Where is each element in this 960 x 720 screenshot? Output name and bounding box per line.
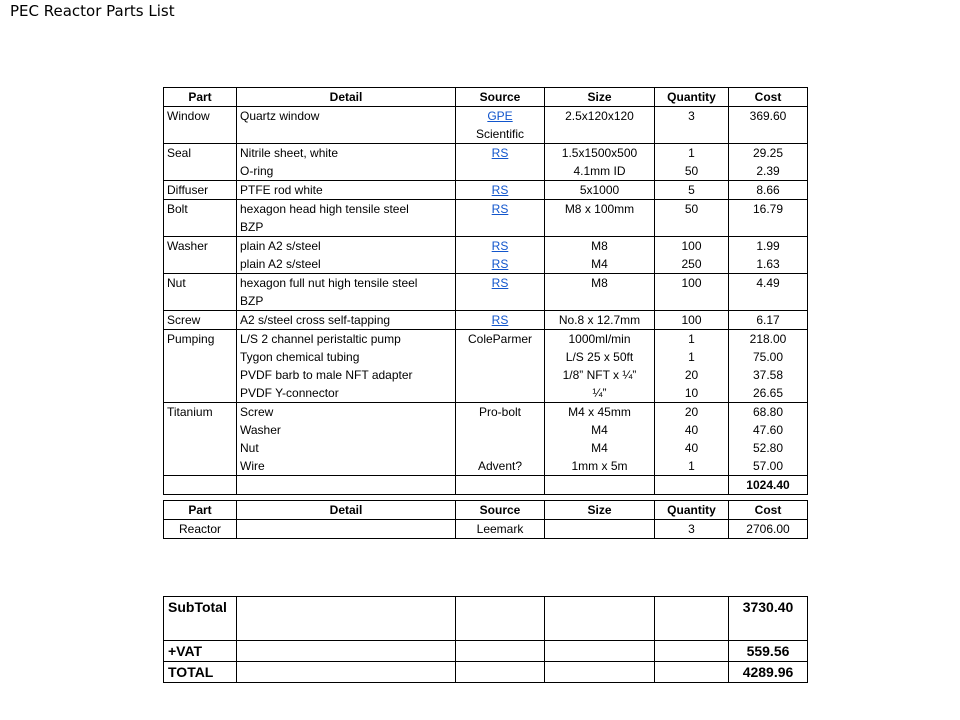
detail-line: hexagon full nut high tensile steel — [240, 276, 418, 290]
cost-line: 4.49 — [756, 276, 780, 290]
quantity-line: 1 — [688, 146, 695, 160]
quantity-line: 3 — [688, 109, 695, 123]
quantity-line: 1 — [688, 459, 695, 473]
source-extra: Scientific — [475, 127, 525, 141]
vat-row — [164, 641, 808, 662]
subtotal-label: SubTotal — [164, 597, 237, 641]
header-cost: Cost — [729, 501, 808, 520]
quantity-cell — [655, 144, 729, 181]
header-size: Size — [545, 501, 655, 520]
table-row — [164, 274, 808, 311]
detail-cell — [237, 311, 456, 330]
cost-line: 52.80 — [752, 441, 784, 455]
size-line: 4.1mm ID — [573, 164, 626, 178]
cost-line: 16.79 — [752, 202, 784, 216]
detail-line: L/S 2 channel peristaltic pump — [240, 332, 401, 346]
detail-cell — [237, 330, 456, 403]
source-cell — [456, 144, 545, 181]
header-quantity: Quantity — [655, 88, 729, 107]
part-cell: Screw — [164, 311, 237, 330]
cost-line: 6.17 — [756, 313, 780, 327]
size-cell — [545, 274, 655, 311]
quantity-line: 100 — [681, 276, 702, 290]
size-cell — [545, 330, 655, 403]
cost-line: 29.25 — [752, 146, 784, 160]
size-line: M8 x 100mm — [564, 202, 635, 216]
source-cell — [456, 181, 545, 200]
quantity-cell — [655, 107, 729, 144]
quantity-line: 100 — [681, 313, 702, 327]
cost-line: 1.63 — [756, 257, 780, 271]
quantity-line: 1 — [688, 350, 695, 364]
quantity-cell — [655, 181, 729, 200]
size-line: M4 — [591, 257, 608, 271]
reactor-detail — [237, 520, 456, 539]
detail-line: Tygon chemical tubing — [240, 350, 360, 364]
total-value: 4289.96 — [729, 662, 808, 683]
parts-total-value: 1024.40 — [729, 476, 808, 495]
quantity-cell — [655, 274, 729, 311]
size-line: M4 — [591, 423, 608, 437]
source-cell — [456, 200, 545, 237]
header-source: Source — [456, 88, 545, 107]
detail-cell — [237, 274, 456, 311]
detail-line: hexagon head high tensile steel — [240, 202, 409, 216]
source-link[interactable]: RS — [491, 146, 509, 160]
detail-line: BZP — [240, 220, 264, 234]
part-cell: Diffuser — [164, 181, 237, 200]
size-line: ¼” — [592, 386, 607, 400]
source-link[interactable]: RS — [491, 257, 509, 271]
source-link[interactable]: RS — [491, 239, 509, 253]
reactor-quantity: 3 — [655, 520, 729, 539]
size-line: M8 — [591, 239, 608, 253]
cost-line: 68.80 — [752, 405, 784, 419]
detail-line: BZP — [240, 294, 264, 308]
table-row — [164, 107, 808, 144]
detail-line: plain A2 s/steel — [240, 239, 321, 253]
source-cell — [456, 237, 545, 274]
size-cell — [545, 237, 655, 274]
detail-cell — [237, 200, 456, 237]
quantity-cell — [655, 311, 729, 330]
table-row — [164, 311, 808, 330]
cost-cell — [729, 144, 808, 181]
detail-line: Wire — [240, 459, 265, 473]
size-line: M8 — [591, 276, 608, 290]
cost-cell — [729, 107, 808, 144]
detail-line: Nitrile sheet, white — [240, 146, 339, 160]
quantity-cell — [655, 403, 729, 476]
detail-cell — [237, 181, 456, 200]
parts-table — [163, 87, 808, 495]
size-line: M4 x 45mm — [568, 405, 631, 419]
source-cell — [456, 274, 545, 311]
quantity-line: 1 — [688, 332, 695, 346]
quantity-line: 50 — [684, 164, 699, 178]
cost-line: 26.65 — [752, 386, 784, 400]
quantity-line: 50 — [684, 202, 699, 216]
cost-line: 47.60 — [752, 423, 784, 437]
size-cell — [545, 403, 655, 476]
table-row — [164, 403, 808, 476]
cost-cell — [729, 237, 808, 274]
cost-cell — [729, 403, 808, 476]
source-text: Pro-bolt — [478, 405, 522, 419]
size-cell — [545, 107, 655, 144]
detail-line: plain A2 s/steel — [240, 257, 321, 271]
cost-line: 218.00 — [749, 332, 787, 346]
part-cell: Titanium — [164, 403, 237, 476]
total-label: TOTAL — [164, 662, 237, 683]
cost-cell — [729, 200, 808, 237]
cost-line: 1.99 — [756, 239, 780, 253]
header-detail: Detail — [237, 501, 456, 520]
header-part: Part — [164, 501, 237, 520]
part-cell: Nut — [164, 274, 237, 311]
size-line: 1.5x1500x500 — [561, 146, 638, 160]
quantity-line: 20 — [684, 405, 699, 419]
part-cell: Bolt — [164, 200, 237, 237]
detail-cell — [237, 144, 456, 181]
part-cell: Pumping — [164, 330, 237, 403]
detail-line: Screw — [240, 405, 274, 419]
vat-label: +VAT — [164, 641, 237, 662]
detail-line: O-ring — [240, 164, 274, 178]
size-line: M4 — [591, 441, 608, 455]
source-cell — [456, 330, 545, 403]
detail-line: PTFE rod white — [240, 183, 323, 197]
quantity-cell — [655, 237, 729, 274]
detail-cell — [237, 403, 456, 476]
detail-cell — [237, 237, 456, 274]
header-size: Size — [545, 88, 655, 107]
totals-table — [163, 596, 808, 683]
cost-line: 57.00 — [752, 459, 784, 473]
size-line: No.8 x 12.7mm — [558, 313, 641, 327]
part-cell: Window — [164, 107, 237, 144]
vat-value: 559.56 — [729, 641, 808, 662]
source-link[interactable]: GPE — [487, 109, 513, 123]
reactor-source: Leemark — [456, 520, 545, 539]
cost-line: 369.60 — [749, 109, 787, 123]
quantity-line: 20 — [684, 368, 699, 382]
source-cell — [456, 403, 545, 476]
detail-line: Washer — [240, 423, 281, 437]
quantity-line: 40 — [684, 441, 699, 455]
detail-line: Nut — [240, 441, 259, 455]
part-cell: Washer — [164, 237, 237, 274]
cost-cell — [729, 274, 808, 311]
quantity-line: 5 — [688, 183, 695, 197]
table-row — [164, 144, 808, 181]
part-cell: Seal — [164, 144, 237, 181]
reactor-header-row — [164, 501, 808, 520]
reactor-cost: 2706.00 — [729, 520, 808, 539]
cost-cell — [729, 311, 808, 330]
detail-line: PVDF Y-connector — [240, 386, 339, 400]
source-cell — [456, 107, 545, 144]
quantity-line: 10 — [684, 386, 699, 400]
header-source: Source — [456, 501, 545, 520]
detail-line: PVDF barb to male NFT adapter — [240, 368, 413, 382]
reactor-size — [545, 520, 655, 539]
reactor-row — [164, 520, 808, 539]
header-detail: Detail — [237, 88, 456, 107]
size-line: 1/8” NFT x ¼” — [562, 368, 637, 382]
source-link[interactable]: RS — [491, 202, 509, 216]
size-cell — [545, 144, 655, 181]
cost-line: 75.00 — [752, 350, 784, 364]
reactor-part: Reactor — [164, 520, 237, 539]
header-cost: Cost — [729, 88, 808, 107]
page-title: PEC Reactor Parts List — [10, 2, 175, 20]
quantity-line: 100 — [681, 239, 702, 253]
cost-line: 2.39 — [756, 164, 780, 178]
size-line: 1000ml/min — [568, 332, 631, 346]
subtotal-row — [164, 597, 808, 641]
subtotal-value: 3730.40 — [729, 597, 808, 641]
size-line: 2.5x120x120 — [565, 109, 634, 123]
total-row — [164, 662, 808, 683]
size-cell — [545, 200, 655, 237]
cost-cell — [729, 330, 808, 403]
quantity-line: 40 — [684, 423, 699, 437]
source-text: Advent? — [477, 459, 523, 473]
header-part: Part — [164, 88, 237, 107]
header-quantity: Quantity — [655, 501, 729, 520]
source-link[interactable]: RS — [491, 276, 509, 290]
source-link[interactable]: RS — [491, 313, 509, 327]
table-row — [164, 181, 808, 200]
quantity-cell — [655, 200, 729, 237]
source-cell — [456, 311, 545, 330]
size-line: L/S 25 x 50ft — [565, 350, 634, 364]
detail-cell — [237, 107, 456, 144]
table-row — [164, 330, 808, 403]
parts-total-row — [164, 476, 808, 495]
source-text: ColeParmer — [467, 332, 533, 346]
cost-cell — [729, 181, 808, 200]
table-row — [164, 237, 808, 274]
cost-line: 37.58 — [752, 368, 784, 382]
quantity-cell — [655, 330, 729, 403]
source-link[interactable]: RS — [491, 183, 509, 197]
table-row — [164, 200, 808, 237]
cost-line: 8.66 — [756, 183, 780, 197]
size-cell — [545, 311, 655, 330]
size-line: 1mm x 5m — [571, 459, 628, 473]
detail-line: Quartz window — [240, 109, 320, 123]
quantity-line: 250 — [681, 257, 702, 271]
detail-line: A2 s/steel cross self-tapping — [240, 313, 391, 327]
parts-header-row — [164, 88, 808, 107]
size-line: 5x1000 — [579, 183, 620, 197]
size-cell — [545, 181, 655, 200]
reactor-table — [163, 500, 808, 539]
